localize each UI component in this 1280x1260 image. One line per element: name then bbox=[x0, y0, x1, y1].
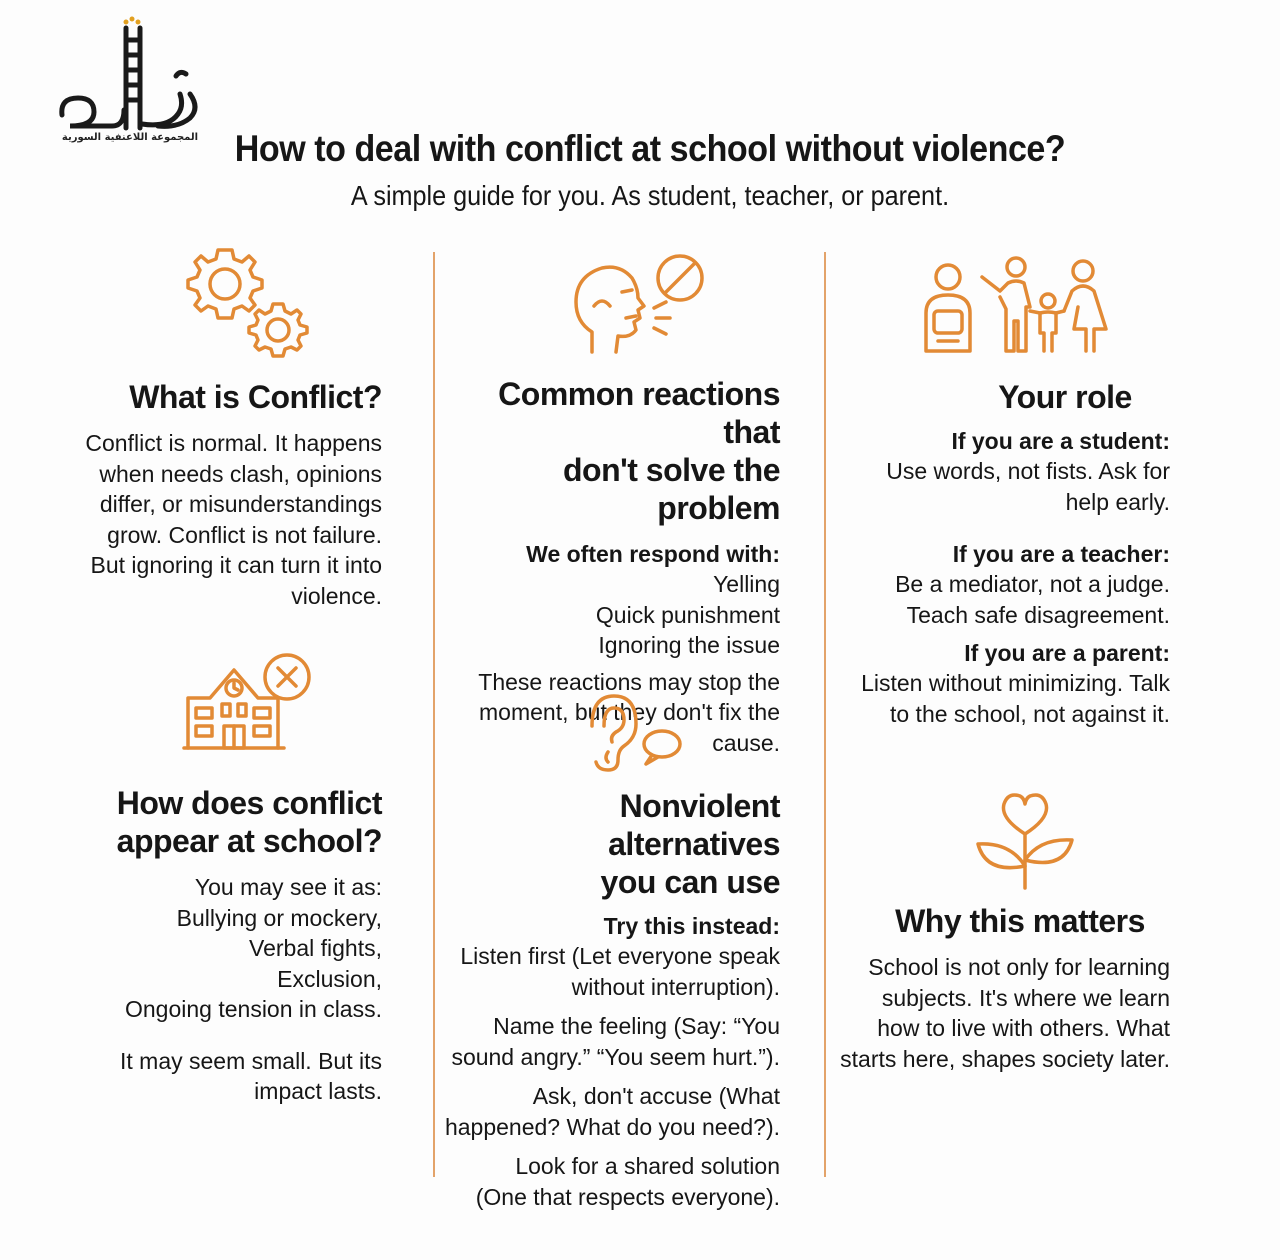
column-divider-right bbox=[824, 252, 826, 1177]
common-reactions-item: Ignoring the issue bbox=[598, 632, 780, 658]
heart-plant-icon bbox=[970, 790, 1080, 890]
your-role-section bbox=[840, 378, 1170, 729]
how-conflict-item: Ongoing tension in class. bbox=[125, 996, 382, 1022]
how-conflict-item: Exclusion, bbox=[277, 965, 382, 992]
common-reactions-item: Quick punishment bbox=[595, 601, 780, 628]
family-icon bbox=[918, 255, 1114, 355]
teacher-advice: Be a mediator, not a judge. bbox=[895, 571, 1170, 597]
common-reactions-heading: don't solve the problem bbox=[562, 452, 780, 526]
student-advice: help early. bbox=[1065, 488, 1170, 515]
how-conflict-closing: impact lasts. bbox=[254, 1078, 382, 1104]
common-reactions-intro: We often respond with: bbox=[526, 541, 780, 567]
common-reactions-closing: moment, but they don't fix the bbox=[479, 699, 780, 725]
why-matters-line: how to live with others. What bbox=[877, 1015, 1170, 1041]
common-reactions-heading: Common reactions that bbox=[498, 376, 780, 450]
teacher-label: If you are a teacher: bbox=[952, 541, 1170, 567]
ear-speech-icon bbox=[578, 690, 688, 776]
what-is-conflict-line: violence. bbox=[291, 582, 382, 609]
shouting-head-icon bbox=[570, 246, 710, 358]
nonviolent-alternatives-section bbox=[440, 787, 780, 1212]
what-is-conflict-line: Conflict is normal. It happens bbox=[85, 430, 382, 456]
why-matters-heading: Why this matters bbox=[895, 903, 1145, 939]
alternative-line: Look for a shared solution bbox=[515, 1153, 780, 1179]
how-conflict-intro: You may see it as: bbox=[194, 874, 382, 900]
your-role-heading: Your role bbox=[998, 379, 1132, 415]
why-matters-line: starts here, shapes society later. bbox=[840, 1045, 1170, 1072]
page-subtitle: A simple guide for you. As student, teacher, or parent. bbox=[350, 180, 950, 211]
why-matters-line: School is not only for learning bbox=[868, 954, 1170, 980]
alternatives-heading: Nonviolent alternatives bbox=[608, 788, 780, 862]
student-advice: Use words, not fists. Ask for bbox=[886, 458, 1170, 484]
what-is-conflict-line: differ, or misunderstandings bbox=[99, 491, 382, 517]
column-divider-left bbox=[433, 252, 435, 1177]
alternatives-intro: Try this instead: bbox=[603, 913, 780, 939]
how-conflict-item: Verbal fights, bbox=[249, 935, 382, 961]
alternative-line: (One that respects everyone). bbox=[475, 1183, 780, 1210]
gears-icon bbox=[180, 242, 315, 362]
common-reactions-closing: cause. bbox=[712, 729, 780, 756]
how-conflict-item: Bullying or mockery, bbox=[176, 904, 382, 931]
alternative-line: Name the feeling (Say: “You bbox=[493, 1013, 780, 1039]
parent-advice: to the school, not against it. bbox=[889, 700, 1170, 727]
school-cross-icon bbox=[180, 652, 320, 754]
alternative-line: without interruption). bbox=[571, 973, 780, 1000]
what-is-conflict-line: grow. Conflict is not failure. bbox=[107, 521, 382, 548]
teacher-advice: Teach safe disagreement. bbox=[906, 601, 1170, 628]
ladder-calligraphy-icon bbox=[50, 10, 210, 135]
how-conflict-closing: It may seem small. But its bbox=[119, 1047, 382, 1074]
student-label: If you are a student: bbox=[951, 428, 1170, 454]
what-is-conflict-line: But ignoring it can turn it into bbox=[90, 552, 382, 578]
alternative-line: Ask, don't accuse (What bbox=[532, 1083, 780, 1109]
alternative-line: sound angry.” “You seem hurt.”). bbox=[451, 1043, 780, 1070]
parent-advice: Listen without minimizing. Talk bbox=[861, 670, 1170, 696]
what-is-conflict-section bbox=[60, 378, 382, 611]
how-conflict-appears-section bbox=[60, 784, 382, 1107]
what-is-conflict-heading: What is Conflict? bbox=[129, 379, 382, 415]
why-matters-line: subjects. It's where we learn bbox=[881, 984, 1170, 1011]
common-reactions-item: Yelling bbox=[713, 571, 780, 597]
alternative-line: Listen first (Let everyone speak bbox=[460, 943, 780, 969]
page-title: How to deal with conflict at school without violence? bbox=[234, 128, 1066, 169]
what-is-conflict-line: when needs clash, opinions bbox=[99, 460, 382, 487]
how-conflict-appears-heading: How does conflict bbox=[116, 785, 382, 821]
alternative-line: happened? What do you need?). bbox=[444, 1113, 780, 1140]
why-this-matters-section bbox=[840, 902, 1170, 1074]
logo-subtitle: المجموعة اللاعنفية السورية bbox=[61, 132, 199, 143]
parent-label: If you are a parent: bbox=[964, 640, 1170, 666]
how-conflict-appears-heading: appear at school? bbox=[116, 823, 382, 859]
common-reactions-closing: These reactions may stop the bbox=[478, 668, 780, 695]
alternatives-heading: you can use bbox=[600, 864, 780, 900]
